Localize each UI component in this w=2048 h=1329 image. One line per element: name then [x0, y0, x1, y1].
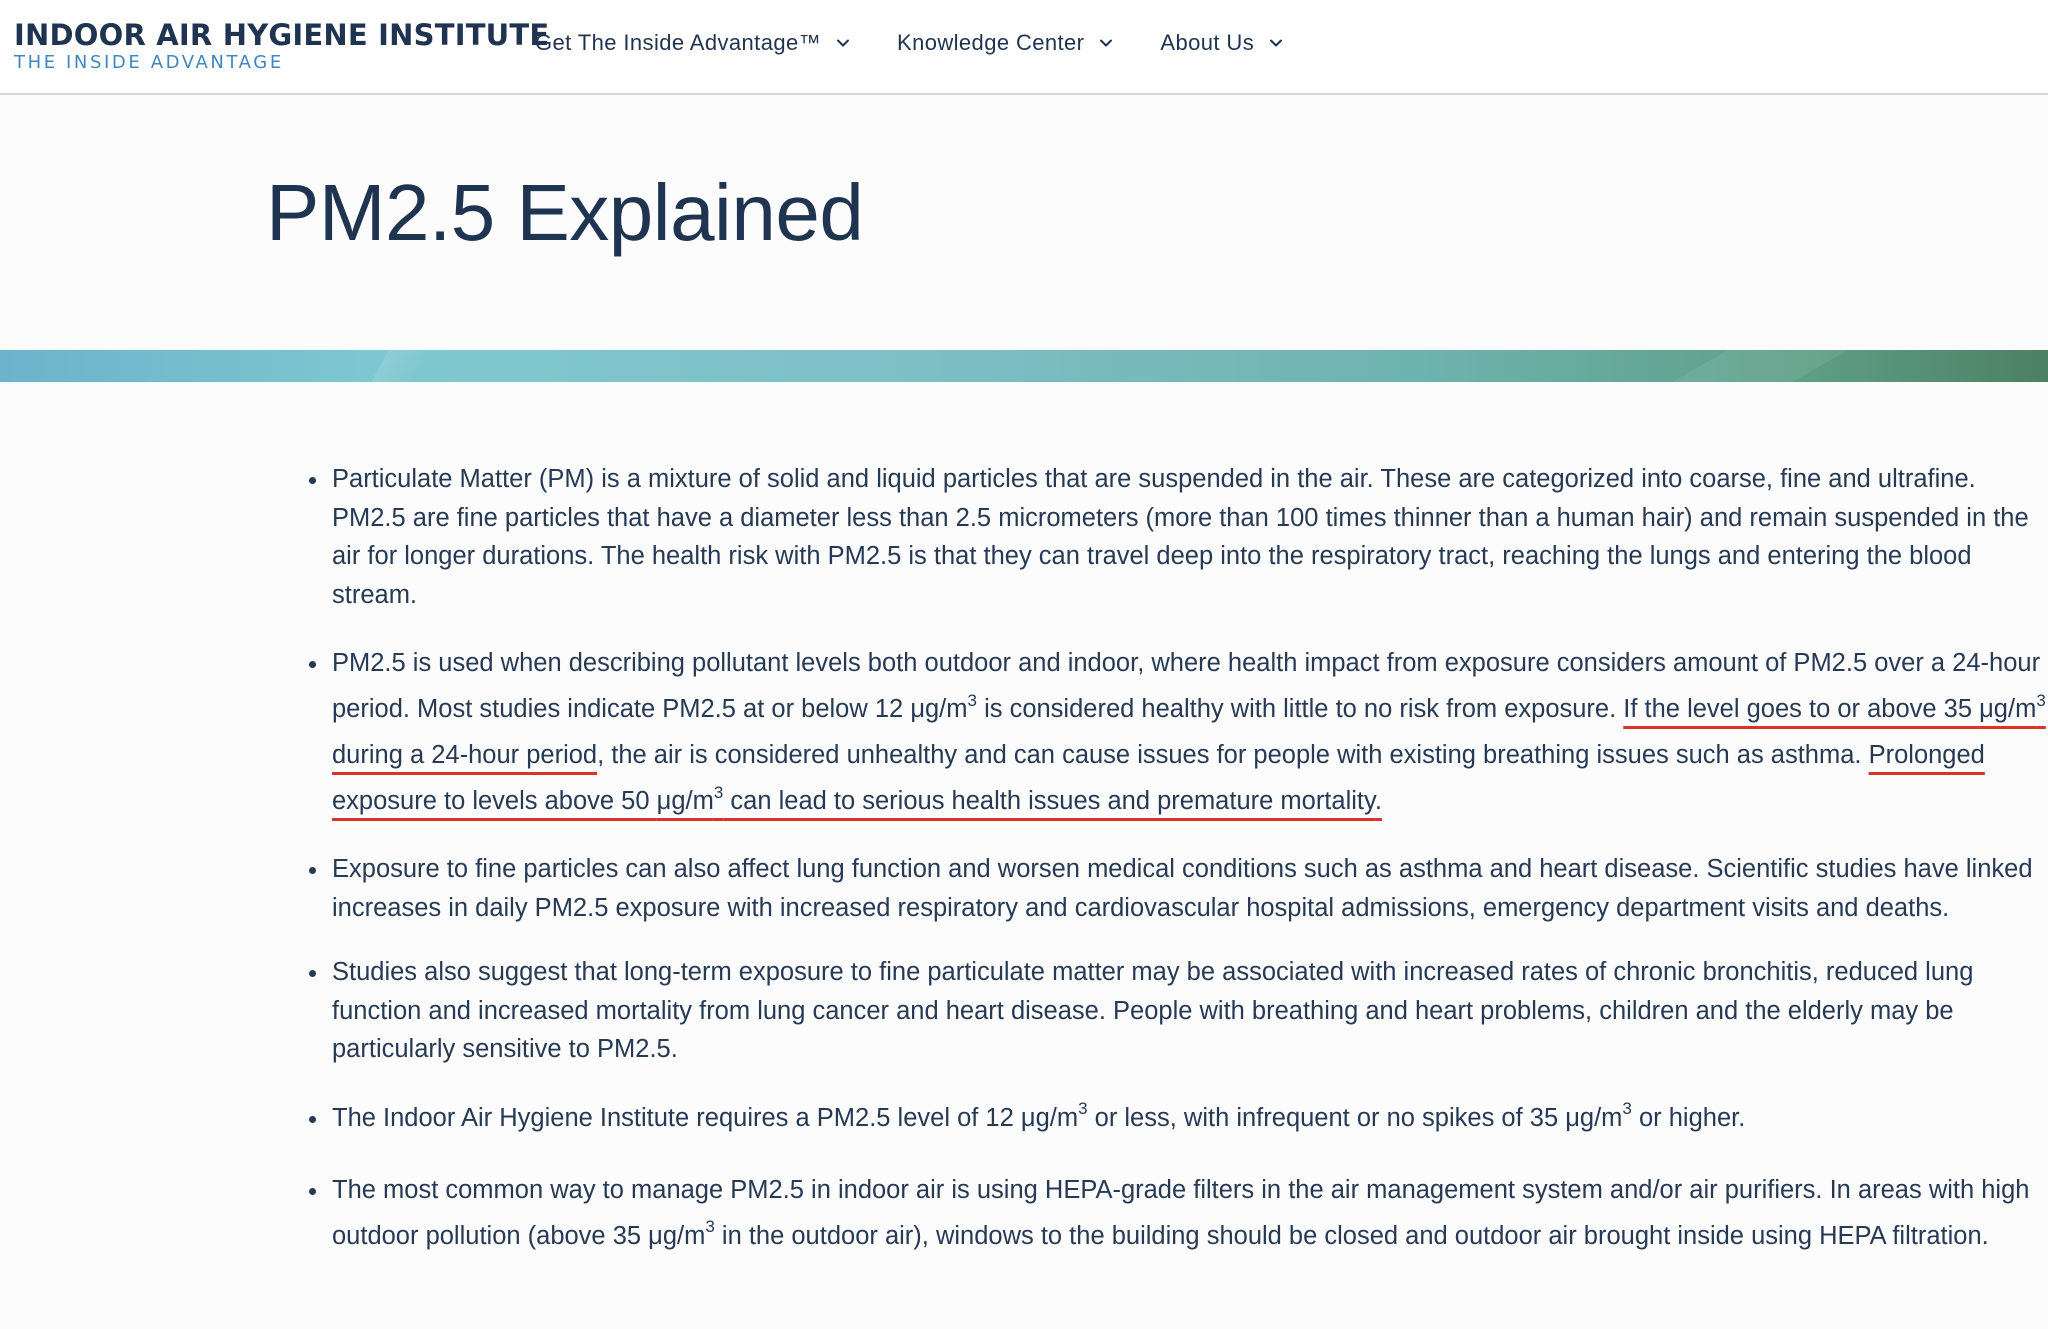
bullet-text: during a 24-hour period: [332, 741, 598, 769]
list-item: [300, 850, 2048, 927]
unit-text: μg/m: [1020, 1103, 1079, 1132]
page-title: PM2.5 Explained: [266, 168, 864, 257]
bullet-text: PM2.5 is used when describing pollutant levels both outdoor and indoor, where health impact from exposure considers amount of PM2.5 over a 24-hour period. Most studies indicate PM2.5 at or below 12: [332, 649, 2041, 723]
bullet-text: can lead to serious health issues and premature mortality: [723, 787, 1375, 815]
bullet-text: .: [1374, 787, 1382, 815]
band-accent: [371, 350, 428, 382]
chevron-down-icon: [1266, 33, 1286, 53]
bullet-text: If the level goes to or above 35: [1623, 695, 1980, 723]
nav-about-us[interactable]: [1160, 30, 1286, 56]
chevron-down-icon: [833, 33, 853, 53]
nav-label: Knowledge Center: [897, 30, 1085, 55]
unit-text: μg/m: [656, 787, 714, 815]
unit-exponent: 3: [1078, 1099, 1088, 1118]
bullet-text: , the air is considered unhealthy and can cause issues for people with existing breathing issues such as asthma.: [597, 741, 1869, 769]
list-item: [300, 460, 2048, 614]
bullet-list: [300, 460, 2048, 1259]
list-item: [300, 640, 2048, 824]
logo-tagline: THE INSIDE ADVANTAGE: [14, 52, 284, 73]
unit-exponent: 3: [713, 782, 724, 802]
bullet-text: is considered healthy with little to no risk from exposure.: [976, 695, 1624, 723]
site-logo[interactable]: [14, 18, 549, 74]
unit-text: μg/m: [1565, 1103, 1623, 1132]
bullet-text: or less, with infrequent or no spikes of 35: [1087, 1103, 1566, 1132]
unit-text: μg/m: [910, 695, 968, 723]
bullet-text: The Indoor Air Hygiene Institute requires a PM2.5 level of 12: [332, 1103, 1021, 1132]
bullet-text: Exposure to fine particles can also affect lung function and worsen medical conditions such as asthma and heart disease. Scientific studies have linked increases in daily PM2.5 exposure with increased respiratory and cardiovascular hospital admissions, emergency department visits and deaths.: [332, 855, 2033, 922]
article-content: [300, 460, 2048, 1285]
nav-label: About Us: [1160, 30, 1255, 55]
site-header: [0, 0, 2048, 95]
unit-exponent: 3: [1622, 1099, 1632, 1118]
bullet-text: or higher.: [1631, 1103, 1746, 1132]
bullet-text: The most common way to manage PM2.5 in indoor air is using HEPA-grade filters in the air management system and/or air purifiers. In areas with high outdoor pollution (above 35: [332, 1175, 2030, 1250]
band-accent: [1672, 350, 1847, 382]
bullet-text: Particulate Matter (PM) is a mixture of solid and liquid particles that are suspended in the air. These are categorized into coarse, fine and ultrafine. PM2.5 are fine particles that have a diameter less than 2.5 micrometers (more than 100 times thinner than a human hair) and remain suspended in the air for longer durations. The health risk with PM2.5 is that they can travel deep into the respiratory tract, reaching the lungs and entering the blood stream.: [332, 465, 2029, 609]
nav-knowledge-center[interactable]: [897, 30, 1116, 56]
unit-text: μg/m: [1979, 695, 2037, 723]
nav-get-the-inside-advantage[interactable]: [535, 30, 853, 56]
unit-text: μg/m: [648, 1221, 706, 1250]
list-item: [300, 1167, 2048, 1259]
unit-exponent: 3: [2036, 690, 2046, 710]
chevron-down-icon: [1096, 33, 1116, 53]
list-item: [300, 1095, 2048, 1141]
bullet-text: Studies also suggest that long-term exposure to fine particulate matter may be associated with increased rates of chronic bronchitis, reduced lung function and increased mortality from lung cancer and heart disease. People with breathing and heart problems, children and the elderly may be particularly sensitive to PM2.5.: [332, 958, 1974, 1063]
unit-exponent: 3: [705, 1217, 715, 1236]
main-nav: [535, 30, 1330, 56]
list-item: [300, 953, 2048, 1069]
nav-label: Get The Inside Advantage™: [535, 30, 821, 55]
bullet-text: Prolonged exposure to levels above 50: [332, 741, 1985, 815]
unit-exponent: 3: [967, 690, 977, 710]
logo-title: INDOOR AIR HYGIENE INSTITUTE: [14, 18, 550, 52]
bullet-text: in the outdoor air), windows to the building should be closed and outdoor air brought inside using HEPA filtration.: [714, 1221, 1989, 1250]
decorative-gradient-band: [0, 350, 2048, 382]
